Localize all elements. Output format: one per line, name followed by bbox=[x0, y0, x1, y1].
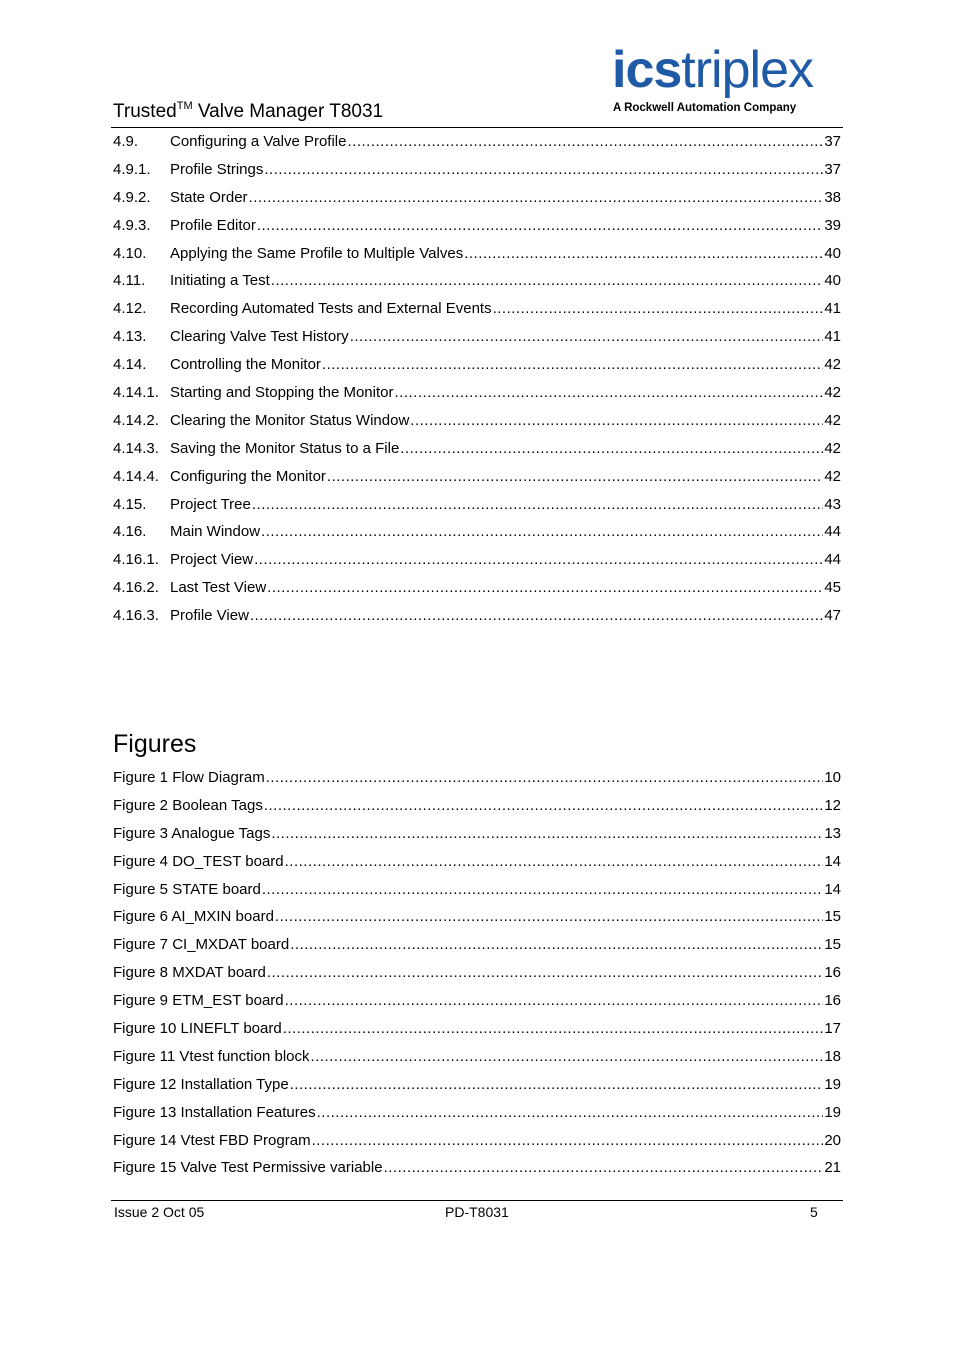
toc-entry-title: Profile Editor bbox=[170, 216, 256, 234]
toc-entry[interactable] bbox=[113, 128, 841, 156]
toc-entry-title: Controlling the Monitor bbox=[170, 356, 321, 374]
toc-entry[interactable] bbox=[113, 240, 841, 268]
toc-entry[interactable] bbox=[113, 212, 841, 240]
dot-leader bbox=[264, 797, 823, 815]
toc-entry-page: 42 bbox=[824, 356, 841, 374]
toc-entry[interactable] bbox=[113, 407, 841, 435]
toc-entry-number: 4.16. bbox=[113, 523, 147, 541]
toc-entry-page: 40 bbox=[824, 244, 841, 262]
dot-leader bbox=[267, 579, 823, 597]
figure-entry-title: Figure 15 Valve Test Permissive variable bbox=[113, 1159, 383, 1177]
toc-entry[interactable] bbox=[113, 574, 841, 602]
dot-leader bbox=[322, 356, 823, 374]
title-suffix: Valve Manager T8031 bbox=[192, 101, 384, 122]
toc-entry-title: Main Window bbox=[170, 523, 261, 541]
toc-entry-title: Last Test View bbox=[170, 579, 267, 597]
toc-entry-page: 40 bbox=[824, 272, 841, 290]
dot-leader bbox=[327, 468, 823, 486]
figure-entry[interactable] bbox=[113, 1071, 841, 1099]
toc-entry[interactable] bbox=[113, 267, 841, 295]
figure-entry[interactable] bbox=[113, 764, 841, 792]
figure-entry[interactable] bbox=[113, 848, 841, 876]
toc-entry-number: 4.13. bbox=[113, 328, 147, 346]
toc-entry-page: 37 bbox=[824, 160, 841, 178]
toc-entry-number: 4.14.2. bbox=[113, 411, 159, 429]
dot-leader bbox=[410, 412, 823, 430]
dot-leader bbox=[254, 551, 823, 569]
figure-entry-title: Figure 12 Installation Type bbox=[113, 1075, 289, 1093]
toc-entry-number: 4.9. bbox=[113, 132, 139, 150]
figure-entry-title: Figure 4 DO_TEST board bbox=[113, 852, 284, 870]
toc-entry-number: 4.14.1. bbox=[113, 383, 159, 401]
toc-entry-title: Recording Automated Tests and External Events bbox=[170, 300, 492, 318]
toc-entry-number: 4.16.3. bbox=[113, 607, 159, 625]
dot-leader bbox=[285, 992, 824, 1010]
dot-leader bbox=[384, 1159, 824, 1177]
figure-entry-page: 16 bbox=[824, 964, 841, 982]
logo-wordmark bbox=[612, 40, 813, 100]
figure-entry-title: Figure 11 Vtest function block bbox=[113, 1047, 310, 1065]
figure-entry-title: Figure 13 Installation Features bbox=[113, 1103, 316, 1121]
dot-leader bbox=[257, 217, 823, 235]
figure-entry-page: 18 bbox=[824, 1047, 841, 1065]
logo-triplex: triplex bbox=[681, 41, 814, 99]
figure-entry[interactable] bbox=[113, 959, 841, 987]
toc-entry-title: Initiating a Test bbox=[170, 272, 270, 290]
dot-leader bbox=[275, 908, 823, 926]
figure-entry-title: Figure 2 Boolean Tags bbox=[113, 796, 263, 814]
toc-entry-page: 47 bbox=[824, 607, 841, 625]
toc-entry[interactable] bbox=[113, 184, 841, 212]
toc-entry[interactable] bbox=[113, 463, 841, 491]
toc-entry-page: 42 bbox=[824, 439, 841, 457]
figure-entry[interactable] bbox=[113, 876, 841, 904]
figure-entry-title: Figure 6 AI_MXIN board bbox=[113, 908, 274, 926]
trademark-superscript: TM bbox=[176, 100, 193, 112]
dot-leader bbox=[464, 245, 823, 263]
figure-entry-page: 15 bbox=[824, 936, 841, 954]
toc-entry[interactable] bbox=[113, 435, 841, 463]
figure-entry[interactable] bbox=[113, 931, 841, 959]
toc-entry-title: Clearing the Monitor Status Window bbox=[170, 411, 410, 429]
dot-leader bbox=[312, 1132, 824, 1150]
figure-entry-title: Figure 10 LINEFLT board bbox=[113, 1019, 282, 1037]
figure-entry-title: Figure 7 CI_MXDAT board bbox=[113, 936, 290, 954]
figure-entry[interactable] bbox=[113, 903, 841, 931]
toc-entry[interactable] bbox=[113, 491, 841, 519]
toc-entry-title: Configuring the Monitor bbox=[170, 467, 326, 485]
toc-entry-number: 4.15. bbox=[113, 495, 147, 513]
figure-entry-page: 14 bbox=[824, 852, 841, 870]
toc-entry[interactable] bbox=[113, 379, 841, 407]
toc-entry-page: 44 bbox=[824, 551, 841, 569]
toc-entry-number: 4.14.4. bbox=[113, 467, 159, 485]
dot-leader bbox=[400, 440, 823, 458]
figure-entry-page: 13 bbox=[824, 824, 841, 842]
toc-entry-number: 4.10. bbox=[113, 244, 147, 262]
figure-entry-page: 10 bbox=[824, 768, 841, 786]
dot-leader bbox=[267, 964, 823, 982]
toc-entry[interactable] bbox=[113, 323, 841, 351]
dot-leader bbox=[394, 384, 823, 402]
dot-leader bbox=[264, 161, 823, 179]
toc-entry-title: Project Tree bbox=[170, 495, 251, 513]
logo-subtitle: A Rockwell Automation Company bbox=[613, 102, 797, 114]
figure-entry-page: 21 bbox=[824, 1159, 841, 1177]
toc-entry-title: Saving the Monitor Status to a File bbox=[170, 439, 400, 457]
logo-ics: ics bbox=[612, 41, 682, 99]
toc-entry[interactable] bbox=[113, 546, 841, 574]
toc-entry-title: Profile Strings bbox=[170, 160, 264, 178]
toc-entry-number: 4.16.1. bbox=[113, 551, 159, 569]
dot-leader bbox=[252, 496, 823, 514]
dot-leader bbox=[271, 825, 823, 843]
dot-leader bbox=[311, 1048, 824, 1066]
figure-entry-page: 14 bbox=[824, 880, 841, 898]
toc-entry-number: 4.14. bbox=[113, 356, 147, 374]
toc-entry-title: Profile View bbox=[170, 607, 249, 625]
toc-entry-title: Clearing Valve Test History bbox=[170, 328, 349, 346]
figure-entry[interactable] bbox=[113, 1127, 841, 1155]
toc-entry-page: 41 bbox=[824, 328, 841, 346]
figure-entry[interactable] bbox=[113, 987, 841, 1015]
toc-entry[interactable] bbox=[113, 518, 841, 546]
toc-entry[interactable] bbox=[113, 351, 841, 379]
dot-leader bbox=[350, 328, 824, 346]
toc-entry-page: 45 bbox=[824, 579, 841, 597]
toc-entry-title: Project View bbox=[170, 551, 254, 569]
toc-entry-number: 4.9.2. bbox=[113, 188, 151, 206]
figure-entry[interactable] bbox=[113, 1099, 841, 1127]
dot-leader bbox=[271, 272, 824, 290]
toc-entry-page: 38 bbox=[824, 188, 841, 206]
toc-entry-number: 4.9.3. bbox=[113, 216, 151, 234]
figure-entry-title: Figure 8 MXDAT board bbox=[113, 964, 266, 982]
toc-entry-page: 42 bbox=[824, 383, 841, 401]
footer-doc-id: PD-T8031 bbox=[445, 1204, 509, 1220]
footer-rule bbox=[111, 1200, 843, 1201]
footer-page-number: 5 bbox=[810, 1204, 818, 1220]
figure-entry-title: Figure 9 ETM_EST board bbox=[113, 992, 284, 1010]
toc-entry[interactable] bbox=[113, 156, 841, 184]
toc-entry[interactable] bbox=[113, 295, 841, 323]
dot-leader bbox=[317, 1104, 824, 1122]
toc-entry-title: Applying the Same Profile to Multiple Valves bbox=[170, 244, 464, 262]
figure-entry-page: 16 bbox=[824, 992, 841, 1010]
toc-entry-number: 4.9.1. bbox=[113, 160, 151, 178]
toc-entry-page: 43 bbox=[824, 495, 841, 513]
dot-leader bbox=[262, 881, 823, 899]
toc-entry-page: 41 bbox=[824, 300, 841, 318]
toc-entry-page: 44 bbox=[824, 523, 841, 541]
figures-list bbox=[113, 764, 841, 1182]
toc-entry-number: 4.14.3. bbox=[113, 439, 159, 457]
dot-leader bbox=[493, 300, 824, 318]
figure-entry-page: 17 bbox=[824, 1019, 841, 1037]
dot-leader bbox=[347, 133, 823, 151]
toc-entry-title: Configuring a Valve Profile bbox=[170, 132, 347, 150]
figure-entry[interactable] bbox=[113, 792, 841, 820]
title-prefix: Trusted bbox=[113, 101, 177, 122]
dot-leader bbox=[290, 936, 823, 954]
figure-entry-page: 19 bbox=[824, 1103, 841, 1121]
dot-leader bbox=[249, 189, 824, 207]
toc-entry-number: 4.16.2. bbox=[113, 579, 159, 597]
figure-entry[interactable] bbox=[113, 1043, 841, 1071]
figure-entry-title: Figure 3 Analogue Tags bbox=[113, 824, 271, 842]
toc-entry-page: 42 bbox=[824, 467, 841, 485]
toc-entry-title: Starting and Stopping the Monitor bbox=[170, 383, 394, 401]
toc-entry-page: 39 bbox=[824, 216, 841, 234]
figures-heading: Figures bbox=[113, 730, 197, 758]
figure-entry[interactable] bbox=[113, 1154, 841, 1182]
toc-entry-title: State Order bbox=[170, 188, 248, 206]
footer-issue: Issue 2 Oct 05 bbox=[114, 1204, 205, 1220]
dot-leader bbox=[285, 853, 824, 871]
figure-entry[interactable] bbox=[113, 820, 841, 848]
dot-leader bbox=[283, 1020, 824, 1038]
toc-entry-page: 42 bbox=[824, 411, 841, 429]
toc-entry[interactable] bbox=[113, 602, 841, 630]
figure-entry-page: 15 bbox=[824, 908, 841, 926]
dot-leader bbox=[266, 769, 824, 787]
figure-entry-page: 12 bbox=[824, 796, 841, 814]
figure-entry-page: 19 bbox=[824, 1075, 841, 1093]
toc-entry-number: 4.12. bbox=[113, 300, 147, 318]
dot-leader bbox=[261, 523, 823, 541]
document-title bbox=[113, 100, 383, 124]
figure-entry[interactable] bbox=[113, 1015, 841, 1043]
dot-leader bbox=[290, 1076, 824, 1094]
figure-entry-title: Figure 5 STATE board bbox=[113, 880, 261, 898]
toc-entry-number: 4.11. bbox=[113, 272, 146, 290]
ics-triplex-logo bbox=[612, 40, 844, 120]
toc-entry-page: 37 bbox=[824, 132, 841, 150]
dot-leader bbox=[250, 607, 823, 625]
figure-entry-title: Figure 1 Flow Diagram bbox=[113, 768, 265, 786]
toc-list bbox=[113, 128, 841, 630]
figure-entry-page: 20 bbox=[824, 1131, 841, 1149]
figure-entry-title: Figure 14 Vtest FBD Program bbox=[113, 1131, 311, 1149]
